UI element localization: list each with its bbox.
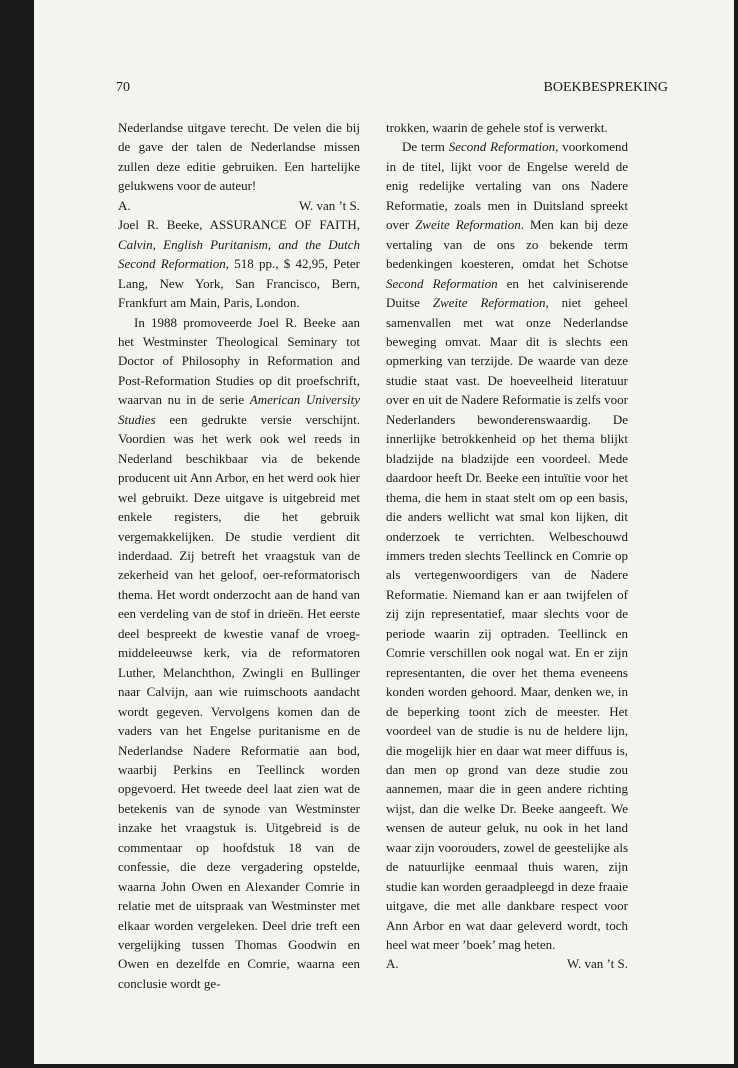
- left-column: [118, 118, 360, 993]
- series-name: American University Studies: [118, 392, 360, 427]
- italic-term: Zweite Reformation: [415, 217, 521, 233]
- review-paragraph-2: [386, 137, 628, 954]
- review-continuation: trokken, waarin de gehele stof is verwerkt.: [386, 120, 608, 135]
- italic-term: Zweite Reformation: [432, 295, 546, 311]
- section-title: BOEKBESPREKING: [543, 80, 668, 95]
- page-number: 70: [116, 80, 130, 95]
- book-publication-details: 518 pp., $ 42,95, Peter Lang, New York, San Francisco, Bern, Frankfurt am Main, Paris, London.: [118, 256, 360, 311]
- review-text: een gedrukte versie verschijnt. Voordien was het werk ook wel reeds in Nederland beschikbaar via de bekende producent uit Ann Arbor, en het werd ook hier wel gebruikt. Deze uitgave is uitgebreid met enkele registers, die het gebruik vergemakkelijken. De studie verdient dit inderdaad. Zij betreft het vraagstuk van de zekerheid van het geloof, oer-reformatorisch thema. Het wordt onderzocht aan de hand van een verdeling van de stof in drieën. Het eerste deel bespreekt de kwestie vanaf de vroeg-middeleeuwse kerk, via de reformatoren Luther, Melanchthon, Zwingli en Bullinger naar Calvijn, aan wie ruimschoots aandacht wordt gegeven. Vervolgens komen dan de vaders van het Engelse puritanisme en de Nederlandse Nadere Reformatie aan bod, waarbij Perkins en Teellinck worden opgevoerd. Het tweede deel laat zien wat de betekenis van de synode van Westminster inzake het vraagstuk is. Uitgebreid is de commentaar op hoofdstuk 18 van de confessie, die deze vergadering opstelde, waarna John Owen en Alexander Comrie in relatie met de uitspraak van Westminster met elkaar worden vergeleken. Deel drie treft een vergelijking tussen Thomas Goodwin en Owen en dezelfde en Comrie, waarna een conclusie wordt ge-: [118, 411, 360, 991]
- book-author-title: Joel R. Beeke, ASSURANCE OF FAITH,: [118, 217, 360, 233]
- italic-term: Second Reformation: [448, 139, 556, 155]
- signature-initial: A.: [386, 956, 399, 972]
- previous-review-ending: Nederlandse uitgave terecht. De velen die bij de gave der talen de Nederlandse missen zullen deze editie gebruiken. Een hartelijke gelukwens voor de auteur!: [118, 120, 360, 194]
- book-subtitle: Calvin, English Puritanism, and the Dutch Second Reformation,: [118, 236, 360, 272]
- signature-name: W. van ’t S.: [298, 197, 360, 213]
- review-text: . Men kan bij deze vertaling van de ons zo bekende term bedenkingen koesteren, omdat het Schotse: [386, 217, 628, 272]
- italic-term: Second Reformation: [386, 275, 498, 291]
- review-text: en het calviniserende Duitse: [386, 275, 628, 311]
- review-text: De term: [402, 139, 449, 155]
- review-text: In 1988 promoveerde Joel R. Beeke aan het Westminster Theological Seminary tot Doctor of Philosophy in Reformation and Post-Reformation Studies op dit proefschrift, waarvan nu in de serie: [118, 314, 360, 408]
- previous-review-signature: [118, 196, 360, 215]
- page: [34, 0, 734, 1064]
- right-column: [386, 118, 628, 974]
- review-text: , niet geheel samenvallen met wat onze Nederlandse beweging omvat. Maar dit is slechts een opmerking van terzijde. De waarde van deze studie staat vast. De hoeveelheid literatuur over en uit de Nadere Reformatie is zelfs voor Nederlanders bewonderenswaardig. De innerlijke betrokkenheid op het thema blijkt bladzijde na bladzijde een voordeel. Mede daardoor heeft Dr. Beeke een intuïtie voor het thema, die hem in staat stelt om op een basis, die anders wellicht wat smal kon lijken, dit onderzoek te verrichten. Welbeschouwd immers treden slechts Teellinck en Comrie op als vertegenwoordigers van de Nadere Reformatie. Niemand kan er aan twijfelen of zij zijn representatief, maar slechts voor de periode waarin zij optraden. Teellinck en Comrie verschillen ook nogal wat. En er zijn representanten, die over het thema eveneens konden worden gehoord. Maar, denken we, in de beperking toont zich de meester. Het voordeel van de studie is nu de heldere lijn, die mogelijk hier en daar wat meer diffuus is, dan men op grond van deze studie zou aannemen, maar die in geen andere richting wijst, dan die welke Dr. Beeke aangeeft. We wensen de auteur geluk, nu ook in het land waar zijn voorouders, zowel de geestelijke als de natuurlijke eenmaal thuis waren, zijn studie kan worden geraadpleegd in deze fraaie uitgave, die met alle dankbare respect voor Ann Arbor en wat daar geleverd wordt, toch heel wat meer ’boek’ mag heten.: [386, 295, 628, 953]
- signature-initial: A.: [118, 197, 131, 213]
- book-reference: [118, 215, 360, 312]
- review-text: , voorkomend in de titel, lijkt voor de Engelse wereld de enig redelijke vertaling van ons Nadere Reformatie, zoals men in Duitsland spreekt over: [386, 139, 628, 233]
- review-signature: [386, 954, 628, 973]
- review-paragraph-1: [118, 313, 360, 994]
- signature-name: W. van ’t S.: [566, 956, 628, 972]
